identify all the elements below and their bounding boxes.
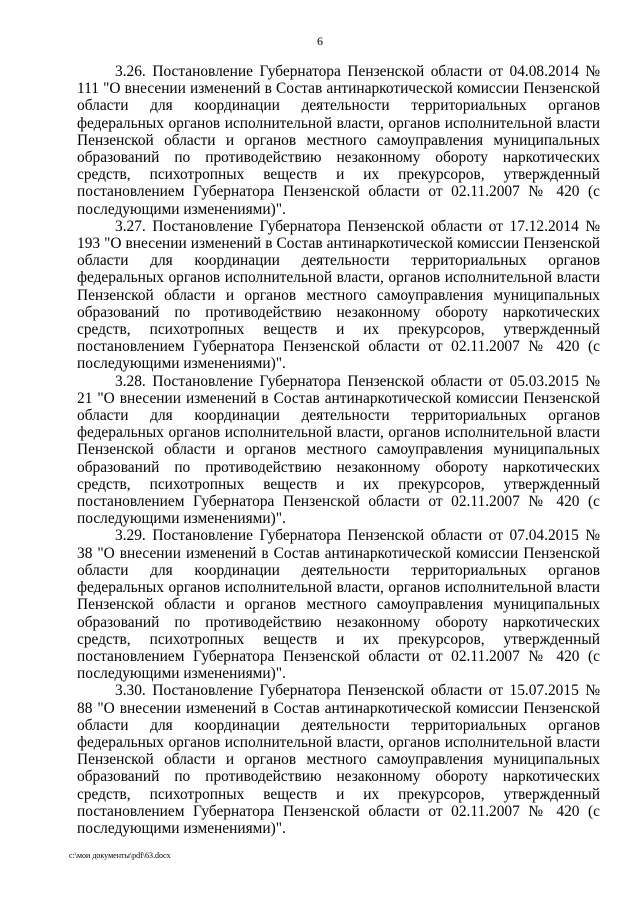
list-item: 3.29. Постановление Губернатора Пензенской области от 07.04.2015 № 38 "О внесении изменений в Состав антинаркотической комиссии Пензенской области для координации деятельности территориальных органов федеральных органов исполнительной власти, органов исполнительной власти Пензенской области и органов местного самоуправления муниципальных образований по противодействию незаконному обороту наркотических средств, психотропных веществ и их прекурсоров, утвержденный постановлением Губернатора Пензенской области от 02.11.2007 № 420 (с последующими изменениями)". (77, 527, 600, 683)
document-body (77, 63, 600, 837)
list-item: 3.28. Постановление Губернатора Пензенской области от 05.03.2015 № 21 "О внесении изменений в Состав антинаркотической комиссии Пензенской области для координации деятельности территориальных органов федеральных органов исполнительной власти, органов исполнительной власти Пензенской области и органов местного самоуправления муниципальных образований по противодействию незаконному обороту наркотических средств, психотропных веществ и их прекурсоров, утвержденный постановлением Губернатора Пензенской области от 02.11.2007 № 420 (с последующими изменениями)". (77, 372, 600, 528)
list-item: 3.26. Постановление Губернатора Пензенской области от 04.08.2014 № 111 "О внесении изменений в Состав антинаркотической комиссии Пензенской области для координации деятельности территориальных органов федеральных органов исполнительной власти, органов исполнительной власти Пензенской области и органов местного самоуправления муниципальных образований по противодействию незаконному обороту наркотических средств, психотропных веществ и их прекурсоров, утвержденный постановлением Губернатора Пензенской области от 02.11.2007 № 420 (с последующими изменениями)". (77, 63, 600, 218)
footer-file-path: c:\мои документы\pdf\63.docx (69, 851, 171, 860)
list-item: 3.27. Постановление Губернатора Пензенской области от 17.12.2014 № 193 "О внесении изменений в Состав антинаркотической комиссии Пензенской области для координации деятельности территориальных органов федеральных органов исполнительной власти, органов исполнительной власти Пензенской области и органов местного самоуправления муниципальных образований по противодействию незаконному обороту наркотических средств, психотропных веществ и их прекурсоров, утвержденный постановлением Губернатора Пензенской области от 02.11.2007 № 420 (с последующими изменениями)". (77, 217, 600, 373)
page-number: 6 (317, 34, 323, 48)
list-item: 3.30. Постановление Губернатора Пензенской области от 15.07.2015 № 88 "О внесении изменений в Состав антинаркотической комиссии Пензенской области для координации деятельности территориальных органов федеральных органов исполнительной власти, органов исполнительной власти Пензенской области и органов местного самоуправления муниципальных образований по противодействию незаконному обороту наркотических средств, психотропных веществ и их прекурсоров, утвержденный постановлением Губернатора Пензенской области от 02.11.2007 № 420 (с последующими изменениями)". (77, 682, 600, 837)
